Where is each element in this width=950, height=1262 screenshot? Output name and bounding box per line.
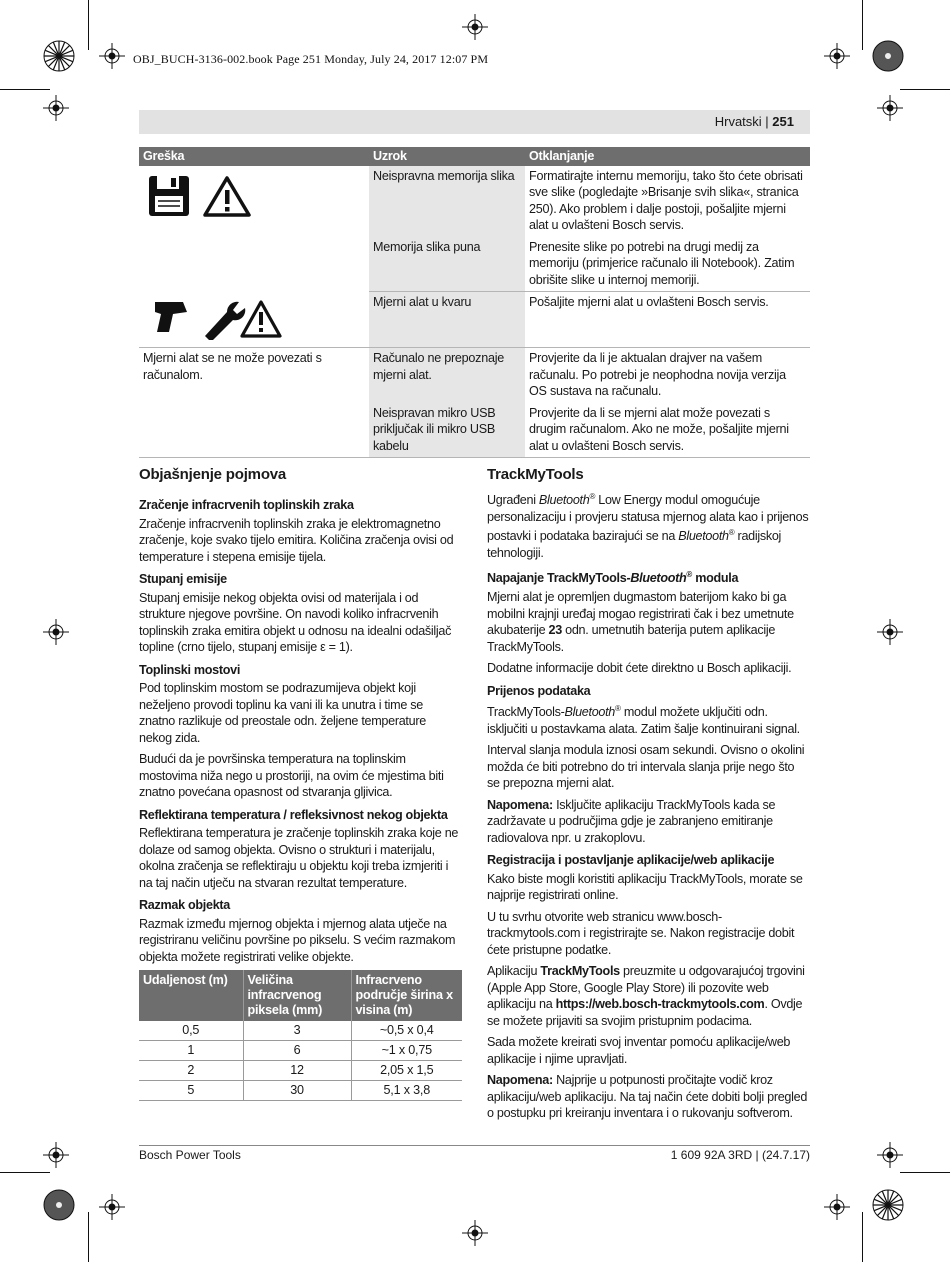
memory-warning-icons xyxy=(143,172,253,218)
col-header-error: Greška xyxy=(139,147,369,166)
header-language: Hrvatski xyxy=(714,114,762,129)
left-column xyxy=(139,491,461,1101)
paragraph: Mjerni alat je opremljen dugmastom baterijom kako bi ga mobilni krajnji uređaj mogao registrirati čak i bez umetnute akubaterije 23 odn. umetnutih baterija putem aplikacije TrackMyTools. xyxy=(487,590,794,654)
paragraph: Dodatne informacije dobit ćete direktno u Bosch aplikaciji. xyxy=(487,661,792,676)
header-separator: | xyxy=(761,114,773,129)
paragraph: Razmak između mjernog objekta i mjernog alata utječe na registriranu veličinu površine po pikselu. S većim razmakom objekta možete registrirati velike objekte. xyxy=(139,916,456,964)
table-row: 2 12 2,05 x 1,5 xyxy=(139,1061,462,1081)
subheading: Napajanje TrackMyTools-Bluetooth® modula xyxy=(487,570,739,586)
note-paragraph: Napomena: Najprije u potpunosti pročitajte vodič kroz aplikaciju/web aplikaciju. Na taj način ćete dobiti bolji pregled o postupku pri kreiranju inventara i o rukovanju softverom. xyxy=(487,1073,808,1121)
remedy-cell: Provjerite da li je aktualan drajver na vašem računalu. Po potrebi je neophodna novija verzija OS sustava na računalu. xyxy=(529,351,786,398)
table-row xyxy=(139,166,810,237)
subheading: Stupanj emisije xyxy=(139,572,227,586)
note-paragraph: Napomena: Isključite aplikaciju TrackMyTools kada se zadržavate u područjima gdje je zabranjeno emitiranje radiovalova npr. u zrakoplovu. xyxy=(487,797,776,845)
remedy-cell: Prenesite slike po potrebi na drugi medij za memoriju (primjerice računalo ili Notebook). Zatim obrišite slike u internoj memoriji. xyxy=(525,237,810,292)
table-row: 5 30 5,1 x 3,8 xyxy=(139,1081,462,1101)
col-header-cause: Uzrok xyxy=(369,147,525,166)
table-row: 0,5 3 ~0,5 x 0,4 xyxy=(139,1021,462,1041)
footer-rule xyxy=(139,1145,810,1146)
cause-cell: Memorija slika puna xyxy=(369,237,525,292)
table-row xyxy=(139,292,810,348)
table-row: 1 6 ~1 x 0,75 xyxy=(139,1041,462,1061)
cause-cell: Neispravan mikro USB priključak ili mikro USB kabelu xyxy=(369,403,525,458)
paragraph: TrackMyTools-Bluetooth® modul možete uključiti odn. isključiti u postavkama alata. Zatim šalje kontinuirani signal. xyxy=(487,704,800,736)
error-icons-cell-defect xyxy=(139,292,369,348)
right-column xyxy=(487,489,809,1127)
table-header-row xyxy=(139,147,810,166)
distance-table xyxy=(139,970,462,1101)
page-header-bar xyxy=(139,110,810,134)
paragraph: Pod toplinskim mostom se podrazumijeva objekt koji neželjeno provodi toplinu ka vani ili ka unutra i time se znatno razlikuje od preostale odn. željene temperature nekog zida. xyxy=(139,681,426,745)
table-header-row xyxy=(139,970,462,1021)
subheading: Reflektirana temperatura / refleksivnost nekog objekta xyxy=(139,807,448,822)
paragraph: Ugrađeni Bluetooth® Low Energy modul omogućuje personalizaciju i provjeru statusa mjernog alata kao i prijenos postavki i podataka bazirajući se na Bluetooth® radijskoj tehnologiji. xyxy=(487,492,809,560)
remedy-cell: Formatirajte internu memoriju, tako što ćete obrisati sve slike (pogledajte »Brisanje svih slika«, stranica 250). Ako problem i dalje postoji, pošaljite mjerni alat u ovlašteni Bosch servis. xyxy=(529,168,803,232)
memory-card-icon xyxy=(149,176,189,216)
cause-cell: Mjerni alat u kvaru xyxy=(369,292,525,348)
paragraph: Sada možete kreirati svoj inventar pomoću aplikacije/web aplikacije i njime upravljati. xyxy=(487,1035,791,1066)
paragraph: Reflektirana temperatura je zračenje toplinskih zraka koje ne dolaze od samog objekta. Ovisno o strukturi i materijalu, okolna zračenja se reflektiraju u objektu koji treba izmjeriti i na taj način utječu na stvaran rezultat temperature. xyxy=(139,826,459,890)
col-header-remedy: Otklanjanje xyxy=(525,147,810,166)
error-icons-cell-memory xyxy=(139,166,369,292)
cause-cell: Računalo ne prepoznaje mjerni alat. xyxy=(369,348,525,403)
subheading: Prijenos podataka xyxy=(487,683,591,698)
book-info-line: OBJ_BUCH-3136-002.book Page 251 Monday, July 24, 2017 12:07 PM xyxy=(133,52,489,66)
warning-icon xyxy=(205,178,249,215)
defect-warning-icons xyxy=(143,298,283,340)
footer-brand: Bosch Power Tools xyxy=(139,1148,241,1162)
remedy-cell: Provjerite da li se mjerni alat može povezati s drugim računalom. Ako ne može, pošaljite mjerni alat u ovlašteni Bosch servis. xyxy=(525,403,810,458)
subheading: Toplinski mostovi xyxy=(139,662,241,677)
page-number: 251 xyxy=(772,114,794,129)
page-header xyxy=(715,114,794,129)
error-table xyxy=(139,147,810,458)
web-app-link: https://web.bosch-trackmytools.com xyxy=(555,997,765,1012)
paragraph: Zračenje infracrvenih toplinskih zraka je elektromagnetno zračenje, koje svako tijelo emitira. Količina zračenja ovisi od temperature i stepena emisije tijela. xyxy=(139,516,454,564)
warning-icon xyxy=(242,302,280,336)
wrench-icon xyxy=(205,301,245,339)
table-row xyxy=(139,348,810,403)
subheading: Zračenje infracrvenih toplinskih zraka xyxy=(139,498,354,512)
section-title-trackmytools: TrackMyTools xyxy=(487,466,584,483)
paragraph: Budući da je površinska temperatura na toplinskim mostovima niža nego u prostoriji, na ovim će mjestima biti znatno povećana opasnost od stvaranja gljivica. xyxy=(139,752,444,799)
footer-code: 1 609 92A 3RD | (24.7.17) xyxy=(670,1148,810,1162)
error-cell: Mjerni alat se ne može povezati s računalom. xyxy=(139,348,369,458)
cause-cell: Neispravna memorija slika xyxy=(369,166,525,237)
section-title-terms: Objašnjenje pojmova xyxy=(139,466,287,483)
col-header-distance: Udaljenost (m) xyxy=(139,970,243,1021)
col-header-pixel-size: Veličina infracrvenog piksela (mm) xyxy=(243,970,351,1021)
paragraph: Stupanj emisije nekog objekta ovisi od materijala i od strukture njegove površine. On navodi koliko infracrvenih toplinskih zraka emitira objekt u odnosu na idealni odašiljač topline (crno tijelo, stupanj emisije ε = 1). xyxy=(139,590,452,654)
remedy-cell: Pošaljite mjerni alat u ovlašteni Bosch servis. xyxy=(525,292,810,348)
paragraph: U tu svrhu otvorite web stranicu www.bosch-trackmytools.com i registrirajte se. Nakon registracije dobit ćete pristupne podatke. xyxy=(487,909,795,957)
col-header-ir-area: Infracrveno područje širina x visina (m) xyxy=(351,970,462,1021)
thermo-detector-icon xyxy=(155,302,187,332)
paragraph: Interval slanja modula iznosi osam sekundi. Ovisno o okolini možda će biti potrebno do tri intervala slanja prije nego što se prepozna mjerni alat. xyxy=(487,743,805,791)
subheading: Razmak objekta xyxy=(139,898,230,912)
subheading: Registracija i postavljanje aplikacije/web aplikacije xyxy=(487,853,775,868)
paragraph: Kako biste mogli koristiti aplikaciju TrackMyTools, morate se najprije registrirati online. xyxy=(487,871,803,903)
paragraph: Aplikaciju TrackMyTools preuzmite u odgovarajućoj trgovini (Apple App Store, Google Play Store) ili pozovite web aplikaciju na https://web.bosch-trackmytools.com. Ovdje se možete prijaviti sa svojim pristupnim podacima. xyxy=(487,964,805,1028)
